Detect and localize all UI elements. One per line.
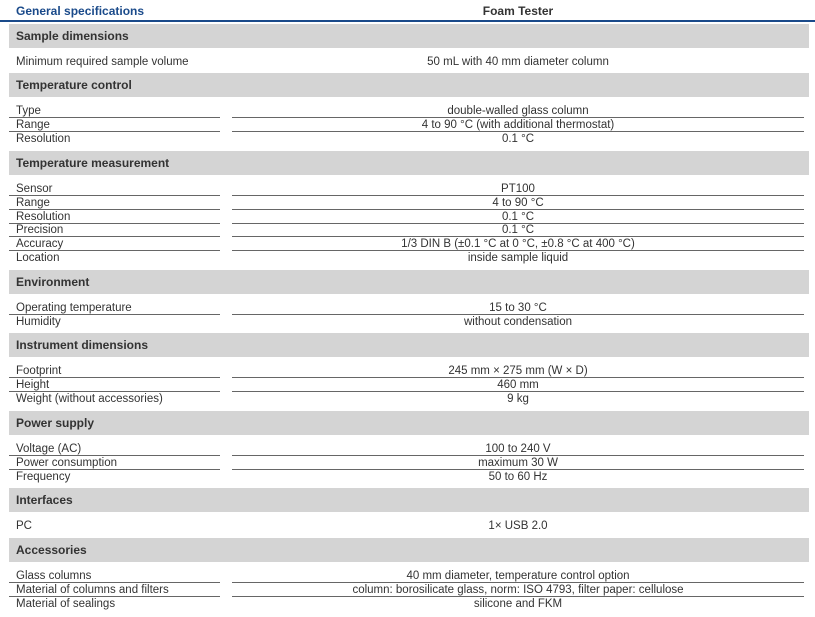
spec-value: 1× USB 2.0 [488,520,548,532]
spec-row [0,315,815,329]
section-title: Sample dimensions [16,29,129,43]
section-header [9,73,809,97]
spec-row [0,132,815,146]
section-title: Temperature control [16,78,132,92]
spec-value: 0.1 °C [501,132,535,145]
spec-value: 0.1 °C [501,210,535,223]
spec-value: silicone and FKM [473,597,563,610]
section-title: Accessories [16,543,87,557]
spec-row [0,392,815,406]
spec-value: 100 to 240 V [485,443,551,455]
section-header [9,24,809,48]
spec-row [0,210,815,224]
section-title: Instrument dimensions [16,338,149,352]
spec-value: column: borosilicate glass, norm: ISO 4793, filter paper: cellulose [352,583,684,596]
spec-label: Operating temperature [16,302,132,314]
spec-label: Glass columns [16,570,92,582]
spec-row [0,378,815,392]
section-header [9,411,809,435]
spec-label: Power consumption [16,456,117,469]
spec-label: Precision [16,224,64,237]
spec-value: 15 to 30 °C [489,302,547,314]
spec-value: 9 kg [507,392,529,405]
spec-value: PT100 [501,183,535,195]
spec-label: Footprint [16,365,62,377]
spec-value: without condensation [463,315,573,328]
spec-label: Type [16,105,41,117]
spec-row [0,182,815,196]
spec-value: inside sample liquid [467,252,569,264]
spec-row [0,223,815,237]
spec-row [0,364,815,378]
spec-value: 50 to 60 Hz [488,470,548,483]
spec-label: Height [16,378,50,391]
spec-value: double-walled glass column [447,105,589,117]
spec-row [0,470,815,484]
section-header [9,151,809,175]
spec-label: Material of columns and filters [16,583,169,596]
header-product: Foam Tester [482,4,554,18]
section-header [9,333,809,357]
spec-row [0,104,815,118]
spec-label: Range [16,196,50,209]
section-header [9,538,809,562]
spec-row [0,55,815,69]
spec-label: PC [16,520,32,532]
spec-value: 1/3 DIN B (±0.1 °C at 0 °C, ±0.8 °C at 400 °C) [401,238,635,251]
section-header [9,270,809,294]
spec-label: Humidity [16,315,61,328]
spec-row [0,442,815,456]
section-title: Environment [16,275,90,289]
spec-row [0,569,815,583]
spec-label: Weight (without accessories) [16,392,163,405]
spec-label: Sensor [16,183,53,195]
spec-row [0,251,815,265]
spec-label: Frequency [16,470,71,483]
table-header [0,0,815,22]
spec-label: Accuracy [16,238,64,251]
spec-label: Resolution [16,132,71,145]
spec-row [0,237,815,251]
spec-value: 0.1 °C [501,224,535,237]
spec-row [0,597,815,611]
spec-row [0,519,815,533]
spec-label: Voltage (AC) [16,443,82,455]
spec-label: Material of sealings [16,597,116,610]
spec-value: 4 to 90 °C (with additional thermostat) [421,118,615,131]
spec-label: Minimum required sample volume [16,56,189,68]
spec-value: 4 to 90 °C [492,196,544,209]
spec-label: Range [16,118,50,131]
section-title: Interfaces [16,493,73,507]
spec-row [0,196,815,210]
spec-value: 40 mm diameter, temperature control option [406,570,630,582]
spec-value: maximum 30 W [478,456,558,469]
section-title: Power supply [16,416,95,430]
spec-row [0,118,815,132]
spec-row [0,583,815,597]
spec-row [0,456,815,470]
spec-value: 50 mL with 40 mm diameter column [427,56,609,68]
spec-value: 245 mm × 275 mm (W × D) [448,365,588,377]
header-label: General specifications [16,4,145,18]
spec-label: Resolution [16,210,71,223]
spec-row [0,301,815,315]
spec-label: Location [16,252,60,264]
section-title: Temperature measurement [16,156,170,170]
spec-value: 460 mm [497,378,539,391]
section-header [9,488,809,512]
